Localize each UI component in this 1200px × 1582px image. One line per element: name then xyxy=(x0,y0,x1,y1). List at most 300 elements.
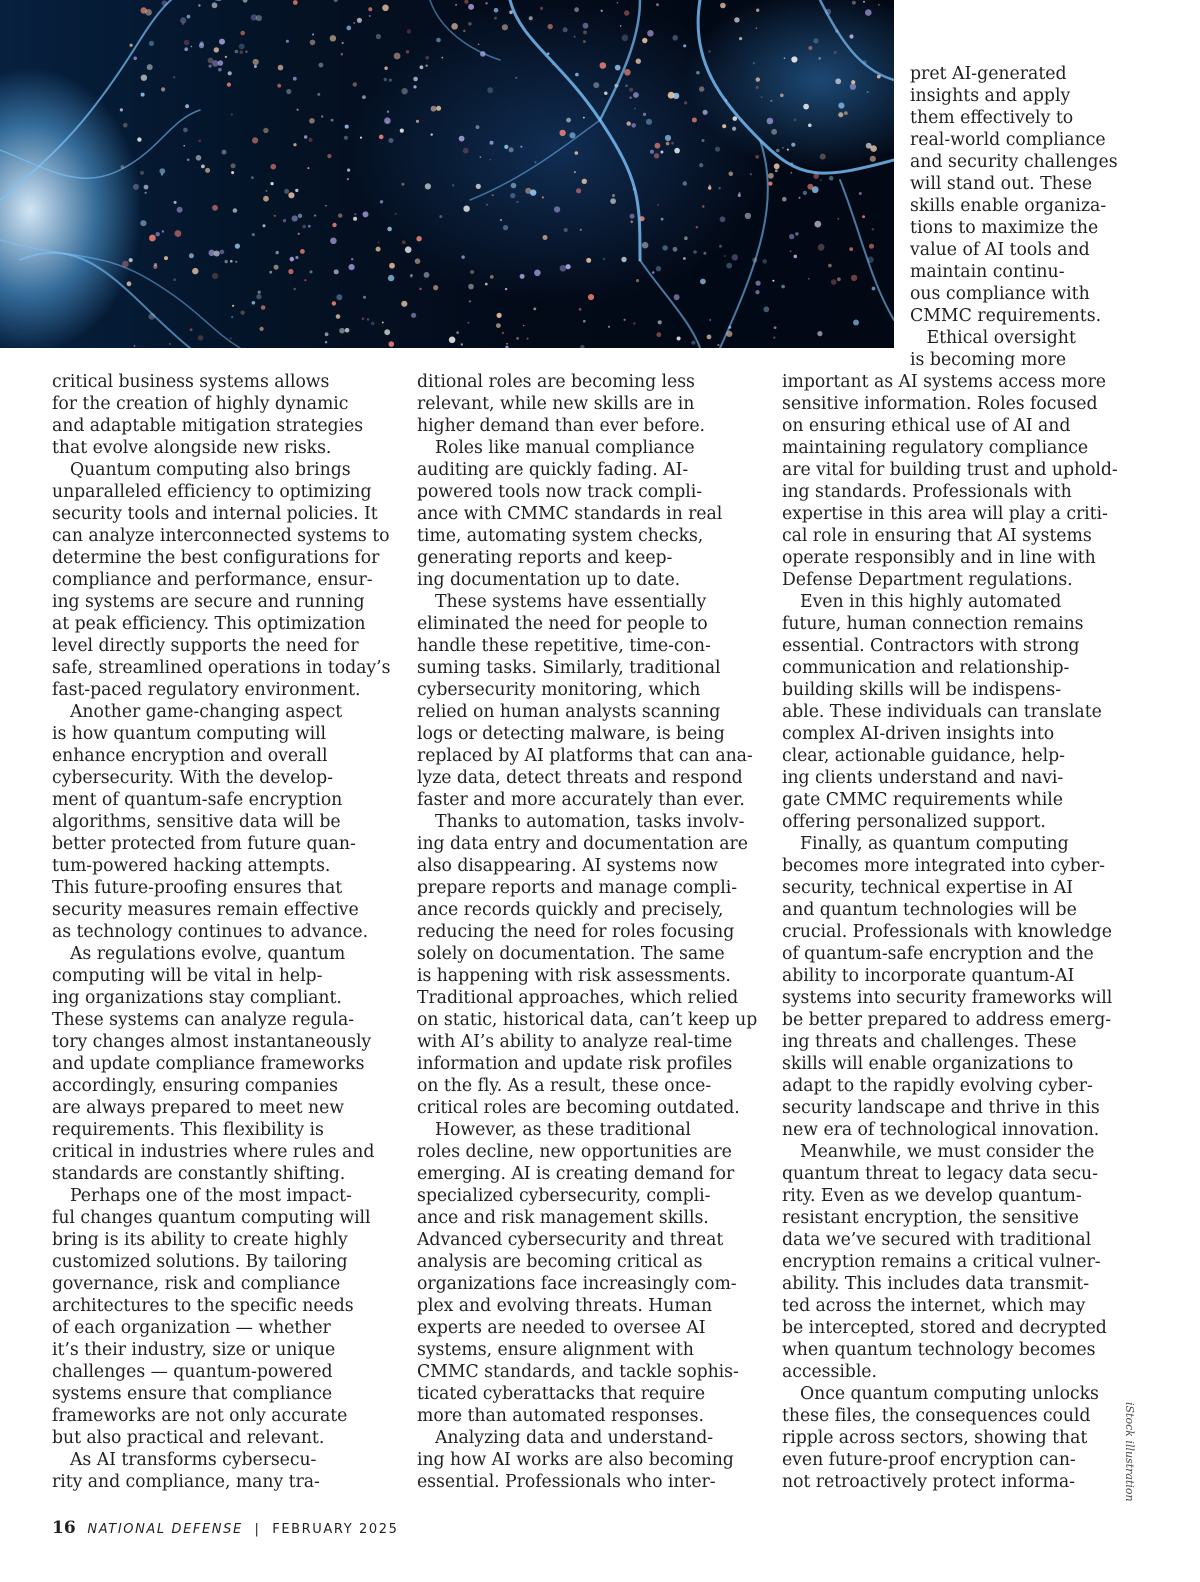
light-dot xyxy=(295,256,298,259)
light-dot xyxy=(789,234,794,239)
light-dot xyxy=(425,183,431,189)
light-dot xyxy=(173,76,175,78)
text-line: ted across the internet, which may xyxy=(782,1296,1086,1316)
paragraph xyxy=(52,459,394,701)
light-dot xyxy=(820,154,826,160)
text-line: pret AI-generated xyxy=(910,64,1067,84)
light-dot xyxy=(582,179,587,184)
text-line: critical business systems allows xyxy=(52,372,330,392)
light-dot xyxy=(384,329,390,335)
light-dot xyxy=(497,313,502,318)
text-line: operate responsibly and in line with xyxy=(782,548,1096,568)
light-dot xyxy=(192,268,198,274)
light-dot xyxy=(699,86,704,91)
paragraph xyxy=(782,833,1122,1141)
light-dot xyxy=(634,108,636,110)
text-line: crucial. Professionals with knowledge xyxy=(782,922,1112,942)
light-dot xyxy=(436,106,441,111)
light-dot xyxy=(258,291,261,294)
text-line: cal role in ensuring that AI systems xyxy=(782,526,1092,546)
light-dot xyxy=(425,65,427,67)
light-dot xyxy=(378,241,380,243)
light-dot xyxy=(419,288,422,291)
light-dot xyxy=(175,230,182,237)
light-dot xyxy=(347,169,350,172)
light-dot xyxy=(624,69,631,76)
text-line: expertise in this area will play a criti- xyxy=(782,504,1108,524)
text-line: accessible. xyxy=(782,1362,877,1382)
light-dot xyxy=(310,40,316,46)
text-line: are vital for building trust and uphold- xyxy=(782,460,1118,480)
light-dot xyxy=(729,172,734,177)
light-dot xyxy=(330,238,337,245)
light-dot xyxy=(869,244,874,249)
light-dot xyxy=(354,213,356,215)
light-dot xyxy=(502,332,504,334)
light-dot xyxy=(461,255,464,258)
light-dot xyxy=(506,343,508,345)
light-dot xyxy=(692,118,697,123)
text-line: ripple across sectors, showing that xyxy=(782,1428,1088,1448)
light-dot xyxy=(218,68,222,72)
light-dot xyxy=(478,44,480,46)
paragraph xyxy=(782,1141,1122,1383)
text-line: relevant, while new skills are in xyxy=(417,394,695,414)
light-dot xyxy=(380,200,383,203)
light-dot xyxy=(485,283,488,286)
text-line: complex AI-driven insights into xyxy=(782,724,1055,744)
light-dot xyxy=(145,9,152,16)
text-line: sensitive information. Roles focused xyxy=(782,394,1098,414)
text-line: be intercepted, stored and decrypted xyxy=(782,1318,1107,1338)
text-line: bring is its ability to create highly xyxy=(52,1230,348,1250)
text-line: tions to maximize the xyxy=(910,218,1099,238)
light-dot xyxy=(756,281,761,286)
light-dot xyxy=(225,56,227,58)
light-dot xyxy=(384,67,387,70)
light-dot xyxy=(703,110,708,115)
text-line: ing threats and challenges. These xyxy=(782,1032,1077,1052)
page-number: 16 xyxy=(52,1518,76,1538)
light-dot xyxy=(662,245,667,250)
text-line: generating reports and keep- xyxy=(417,548,673,568)
light-dot xyxy=(586,258,591,263)
text-line: ability. This includes data transmit- xyxy=(782,1274,1089,1294)
light-dot xyxy=(794,255,798,259)
light-dot xyxy=(776,149,780,153)
light-dot xyxy=(862,215,865,218)
light-dot xyxy=(406,50,409,53)
text-line: relied on human analysts scanning xyxy=(417,702,721,722)
light-dot xyxy=(240,50,243,53)
text-line: encryption remains a critical vulner- xyxy=(782,1252,1101,1272)
light-dot xyxy=(516,201,518,203)
light-dot xyxy=(709,319,711,321)
light-dot xyxy=(502,24,508,30)
light-dot xyxy=(579,308,582,311)
light-dot xyxy=(140,220,146,226)
text-line: As AI transforms cybersecu- xyxy=(70,1450,317,1470)
text-line: frameworks are not only accurate xyxy=(52,1406,348,1426)
light-dot xyxy=(732,127,736,131)
text-line: cybersecurity. With the develop- xyxy=(52,768,333,788)
light-dot xyxy=(325,205,327,207)
light-dot xyxy=(771,129,777,135)
light-dot xyxy=(844,111,848,115)
column-2 xyxy=(417,371,759,1493)
text-line: gate CMMC requirements while xyxy=(782,790,1063,810)
light-dot xyxy=(439,215,442,218)
light-dot xyxy=(415,258,421,264)
light-dot xyxy=(304,279,306,281)
light-dot xyxy=(127,281,132,286)
text-line: as technology continues to advance. xyxy=(52,922,369,942)
light-dot xyxy=(288,269,293,274)
light-dot xyxy=(278,65,284,71)
light-dot xyxy=(387,227,392,232)
light-dot xyxy=(149,235,156,242)
text-line: governance, risk and compliance xyxy=(52,1274,341,1294)
light-dot xyxy=(327,154,331,158)
text-line: cybersecurity monitoring, which xyxy=(417,680,701,700)
light-dot xyxy=(161,87,165,91)
text-line: requirements. This flexibility is xyxy=(52,1120,324,1140)
light-dot xyxy=(341,53,343,55)
light-dot xyxy=(870,156,876,162)
light-dot xyxy=(300,249,305,254)
light-dot xyxy=(347,178,349,180)
light-dot xyxy=(575,151,579,155)
light-dot xyxy=(838,103,844,109)
text-line: is becoming more xyxy=(910,350,1067,370)
light-dot xyxy=(476,184,481,189)
light-dot xyxy=(266,190,268,192)
light-dot xyxy=(362,95,366,99)
light-dot xyxy=(733,116,738,121)
light-dot xyxy=(173,278,176,281)
light-dot xyxy=(494,17,497,20)
light-dot xyxy=(353,217,357,221)
light-dot xyxy=(853,320,859,326)
light-dot xyxy=(722,124,726,128)
light-dot xyxy=(468,322,470,324)
text-line: determine the best configurations for xyxy=(52,548,380,568)
paragraph xyxy=(417,1119,759,1427)
text-line: As regulations evolve, quantum xyxy=(70,944,346,964)
light-dot xyxy=(719,187,721,189)
light-dot xyxy=(187,159,190,162)
paragraph xyxy=(417,811,759,1119)
light-dot xyxy=(344,136,348,140)
light-dot xyxy=(384,78,387,81)
light-dot xyxy=(252,301,256,305)
light-dot xyxy=(149,41,154,46)
light-dot xyxy=(269,271,272,274)
light-dot xyxy=(325,341,327,343)
light-dot xyxy=(371,322,375,326)
light-dot xyxy=(511,183,517,189)
light-dot xyxy=(509,147,514,152)
light-dot xyxy=(808,278,810,280)
publication-name: NATIONAL DEFENSE xyxy=(87,1522,243,1537)
page-footer xyxy=(52,1518,398,1538)
light-dot xyxy=(235,261,237,263)
light-dot xyxy=(389,263,395,269)
light-dot xyxy=(185,104,189,108)
light-dot xyxy=(724,255,726,257)
column-1 xyxy=(52,371,394,1493)
light-dot xyxy=(756,86,759,89)
light-dot xyxy=(164,256,168,260)
text-line: will stand out. These xyxy=(910,174,1093,194)
light-dot xyxy=(342,42,344,44)
light-dot xyxy=(636,279,639,282)
text-line: eliminated the need for people to xyxy=(417,614,708,634)
light-dot xyxy=(451,23,458,30)
text-line: Roles like manual compliance xyxy=(435,438,695,458)
light-dot xyxy=(665,135,671,141)
text-line: plex and evolving threats. Human xyxy=(417,1296,713,1316)
light-dot xyxy=(413,77,418,82)
light-dot xyxy=(214,47,219,52)
light-dot xyxy=(231,316,233,318)
light-dot xyxy=(684,236,688,240)
light-dot xyxy=(807,184,813,190)
text-line: These systems can analyze regula- xyxy=(52,1010,355,1030)
light-dot xyxy=(228,71,232,75)
light-dot xyxy=(209,65,212,68)
text-line: ticated cyberattacks that require xyxy=(417,1384,706,1404)
paragraph xyxy=(52,1185,394,1449)
light-dot xyxy=(636,59,641,64)
light-dot xyxy=(600,62,607,69)
light-dot xyxy=(593,82,599,88)
light-dot xyxy=(615,65,621,71)
light-dot xyxy=(468,4,474,10)
light-dot xyxy=(141,75,147,81)
light-dot xyxy=(834,51,837,54)
light-dot xyxy=(656,3,659,6)
text-line: safe, streamlined operations in today’s xyxy=(52,658,391,678)
light-dot xyxy=(542,196,544,198)
light-dot xyxy=(755,290,759,294)
text-line: rity. Even as we develop quantum- xyxy=(782,1186,1082,1206)
light-dot xyxy=(283,219,286,222)
light-dot xyxy=(580,345,584,348)
paragraph xyxy=(782,1383,1122,1493)
light-dot xyxy=(312,34,314,36)
light-dot xyxy=(739,37,742,40)
light-dot xyxy=(791,143,795,147)
light-dot xyxy=(235,244,240,249)
light-dot xyxy=(700,279,706,285)
light-dot xyxy=(503,225,508,230)
light-dot xyxy=(389,138,394,143)
light-dot xyxy=(252,233,255,236)
light-dot xyxy=(201,165,205,169)
text-line: is how quantum computing will xyxy=(52,724,327,744)
light-dot xyxy=(790,172,792,174)
light-dot xyxy=(490,275,494,279)
light-dot xyxy=(308,138,312,142)
paragraph xyxy=(417,591,759,811)
light-dot xyxy=(673,247,678,252)
text-line: Meanwhile, we must consider the xyxy=(800,1142,1095,1162)
light-dot xyxy=(425,56,429,60)
text-line: Traditional approaches, which relied xyxy=(417,988,739,1008)
paragraph xyxy=(417,1427,759,1493)
text-line: are always prepared to meet new xyxy=(52,1098,345,1118)
light-dot xyxy=(708,186,711,189)
text-line: value of AI tools and xyxy=(910,240,1090,260)
light-dot xyxy=(334,269,339,274)
light-dot xyxy=(463,206,469,212)
light-dot xyxy=(838,112,843,117)
light-dot xyxy=(231,171,234,174)
light-dot xyxy=(292,215,298,221)
light-dot xyxy=(560,265,567,272)
light-dot xyxy=(133,184,139,190)
text-line: enhance encryption and overall xyxy=(52,746,328,766)
light-dot xyxy=(162,230,164,232)
text-line: experts are needed to oversee AI xyxy=(417,1318,706,1338)
text-line: accordingly, ensuring companies xyxy=(52,1076,338,1096)
light-dot xyxy=(523,325,525,327)
text-line: Ethical oversight xyxy=(910,328,1076,348)
light-dot xyxy=(773,337,775,339)
light-dot xyxy=(156,232,160,236)
light-dot xyxy=(627,121,631,125)
text-line: not retroactively protect informa- xyxy=(782,1472,1075,1492)
light-dot xyxy=(683,44,686,47)
light-dot xyxy=(463,148,469,154)
light-dot xyxy=(534,161,536,163)
text-line: tory changes almost instantaneously xyxy=(52,1032,372,1052)
text-line: customized solutions. By tailoring xyxy=(52,1252,348,1272)
text-line: on ensuring ethical use of AI and xyxy=(782,416,1071,436)
light-dot xyxy=(480,156,482,158)
light-dot xyxy=(177,207,183,213)
text-line: ing data entry and documentation are xyxy=(417,834,748,854)
text-line: more than automated responses. xyxy=(417,1406,704,1426)
light-dot xyxy=(225,260,228,263)
text-line: powered tools now track compli- xyxy=(417,482,703,502)
light-dot xyxy=(583,40,586,43)
light-dot xyxy=(756,77,760,81)
light-dot xyxy=(620,25,622,27)
text-line: Even in this highly automated xyxy=(800,592,1062,612)
light-dot xyxy=(818,244,825,251)
light-dot xyxy=(405,246,412,253)
light-dot xyxy=(332,301,336,305)
light-dot xyxy=(169,343,171,345)
light-dot xyxy=(353,22,355,24)
text-line: compliance and performance, ensur- xyxy=(52,570,373,590)
light-dot xyxy=(331,119,334,122)
light-dot xyxy=(180,17,186,23)
light-dot xyxy=(770,100,772,102)
light-dot xyxy=(360,137,362,139)
light-dot xyxy=(604,92,607,95)
light-dot xyxy=(231,163,236,168)
light-dot xyxy=(683,257,686,260)
light-dot xyxy=(720,216,726,222)
text-line: information and update risk profiles xyxy=(417,1054,733,1074)
light-dot xyxy=(784,57,786,59)
text-line: real-world compliance xyxy=(910,130,1106,150)
light-dot xyxy=(492,194,494,196)
light-dot xyxy=(707,335,712,340)
light-dot xyxy=(820,179,822,181)
text-line: faster and more accurately than ever. xyxy=(417,790,745,810)
light-dot xyxy=(251,176,254,179)
light-dot xyxy=(389,79,392,82)
light-dot xyxy=(702,139,705,142)
light-dot xyxy=(818,57,821,60)
light-dot xyxy=(799,197,801,199)
light-dot xyxy=(346,26,351,31)
light-dot xyxy=(629,88,633,92)
light-dot xyxy=(849,34,853,38)
text-line: quantum threat to legacy data secu- xyxy=(782,1164,1098,1184)
light-dot xyxy=(734,17,739,22)
light-dot xyxy=(187,15,191,19)
light-dot xyxy=(576,188,581,193)
light-dot xyxy=(726,263,732,269)
text-line: essential. Contractors with strong xyxy=(782,636,1080,656)
light-dot xyxy=(222,150,227,155)
light-dot xyxy=(321,115,323,117)
light-dot xyxy=(407,29,411,33)
text-line: lyze data, detect threats and respond xyxy=(417,768,743,788)
paragraph xyxy=(52,371,394,459)
light-dot xyxy=(863,1,865,3)
light-dot xyxy=(865,9,872,16)
light-dot xyxy=(849,247,853,251)
light-dot xyxy=(831,279,837,285)
light-dot xyxy=(652,271,655,274)
light-dot xyxy=(691,341,695,345)
text-line: organizations face increasingly com- xyxy=(417,1274,737,1294)
light-dot xyxy=(183,128,188,133)
text-line: standards are constantly shifting. xyxy=(52,1164,346,1184)
light-dot xyxy=(693,250,697,254)
light-dot xyxy=(624,319,626,321)
light-dot xyxy=(449,337,456,344)
light-dot xyxy=(233,208,238,213)
light-dot xyxy=(174,201,177,204)
light-dot xyxy=(696,71,699,74)
light-dot xyxy=(774,326,777,329)
light-dot xyxy=(297,109,299,111)
text-line: ance and risk management skills. xyxy=(417,1208,709,1228)
paragraph xyxy=(417,371,759,437)
light-dot xyxy=(829,176,834,181)
light-dot xyxy=(767,118,774,125)
light-dot xyxy=(387,111,389,113)
light-dot xyxy=(411,313,416,318)
light-dot xyxy=(633,322,636,325)
light-dot xyxy=(715,147,720,152)
light-dot xyxy=(610,198,616,204)
text-line: higher demand than ever before. xyxy=(417,416,705,436)
light-dot xyxy=(583,23,589,29)
text-line: analysis are becoming critical as xyxy=(417,1252,703,1272)
text-line: of quantum-safe encryption and the xyxy=(782,944,1094,964)
light-dot xyxy=(363,296,366,299)
light-dot xyxy=(646,119,652,125)
light-dot xyxy=(353,82,357,86)
